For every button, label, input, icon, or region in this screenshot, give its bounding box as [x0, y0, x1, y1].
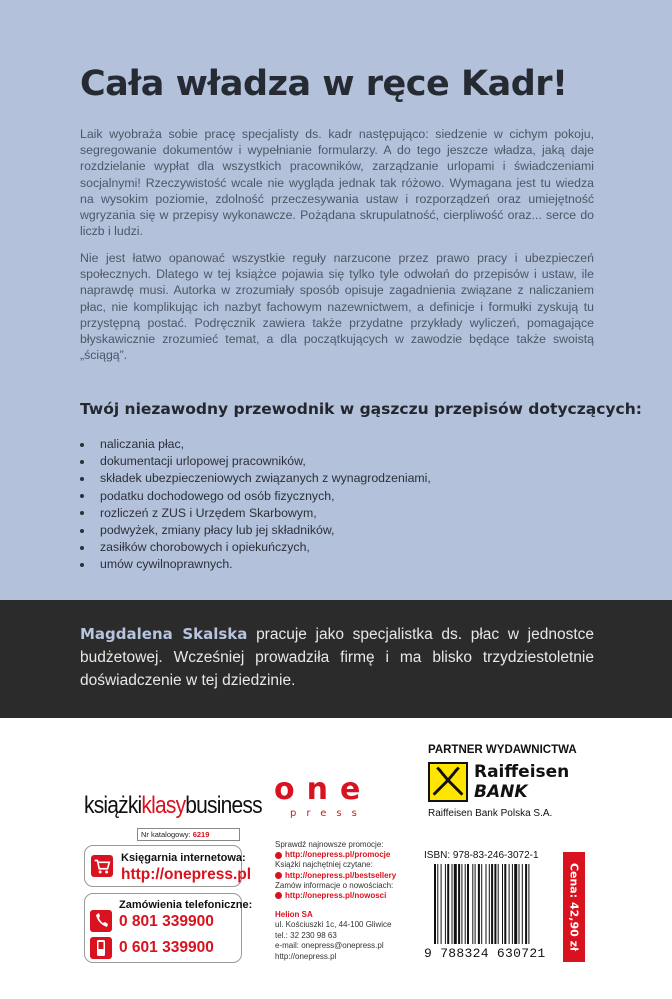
book-title: Cała władza w ręce Kadr! [80, 64, 568, 104]
one-press-logo: one [274, 772, 373, 807]
bank-full-name: Raiffeisen Bank Polska S.A. [428, 808, 553, 819]
guide-heading: Twój niezawodny przewodnik w gąszczu przepisów dotyczących: [80, 400, 642, 418]
promo-link[interactable]: http://onepress.pl/promocje [285, 850, 391, 860]
list-item: rozliczeń z ZUS i Urzędem Skarbowym, [80, 505, 431, 522]
bestseller-link[interactable]: http://onepress.pl/bestsellery [285, 870, 397, 880]
promo-links: Sprawdź najnowsze promocje: http://onepress.pl/promocje Książki najchętniej czytane: http://onepress.pl/bestsellery Zamów informacje o nowościach: http://onepress.pl/nowosci [275, 840, 397, 901]
arrow-icon [275, 852, 282, 859]
list-item: zasiłków chorobowych i opiekuńczych, [80, 539, 431, 556]
mobile-phone-icon [90, 937, 112, 959]
bullet-icon [80, 529, 84, 533]
list-item: dokumentacji urlopowej pracowników, [80, 453, 431, 470]
bullet-icon [80, 443, 84, 447]
topics-list [80, 436, 431, 574]
raiffeisen-logo-icon [428, 762, 468, 802]
publisher-contact: Helion SA ul. Kościuszki 1c, 44-100 Gliwice tel.: 32 230 98 63 e-mail: onepress@onepress.pl http://onepress.pl [275, 910, 392, 961]
bullet-icon [80, 511, 84, 515]
bullet-icon [80, 546, 84, 550]
press-wordmark: press [290, 808, 367, 819]
news-link[interactable]: http://onepress.pl/nowosci [285, 891, 387, 901]
bullet-icon [80, 563, 84, 567]
online-shop-box[interactable] [84, 845, 252, 887]
price-text: Cena: 42,90 zł [567, 862, 581, 952]
price-tag [563, 852, 585, 962]
list-item: umów cywilnoprawnych. [80, 556, 431, 573]
bank-word: BANK [474, 782, 528, 802]
shop-url[interactable]: http://onepress.pl [121, 866, 252, 883]
bank-name: Raiffeisen [474, 762, 570, 782]
arrow-icon [275, 892, 282, 899]
list-item: naliczania płac, [80, 436, 431, 453]
phone-number-2[interactable]: 0 601 339900 [119, 939, 214, 956]
phone-number-1[interactable]: 0 801 339900 [119, 913, 214, 930]
list-item: podwyżek, zmiany płacy lub jej składników, [80, 522, 431, 539]
list-item: składek ubezpieczeniowych związanych z wynagrodzeniami, [80, 470, 431, 487]
barcode [434, 864, 558, 944]
isbn-digits: 9 788324 630721 [424, 946, 546, 961]
bullet-icon [80, 477, 84, 481]
phone-orders-box [84, 893, 253, 963]
series-logo: książkiklasybusiness [84, 792, 262, 819]
phone-icon [90, 910, 112, 932]
blurb-paragraph-1: Laik wyobraża sobie pracę specjalisty ds. kadr następująco: siedzenie w cichym pokoju, segregowanie dokumentów i wypełnianie formularzy. A do tego jeszcze władza, jaką daje rozdzielanie wypłat dla wszystkich pracowników, zarządzanie urlopami i świadczeniami socjalnymi! Rzeczywistość wcale nie wygląda jednak tak różowo. Wymagana jest tu wiedza na wysokim poziomie, zdolność przeczesywania ustaw i rozporządzeń oraz umiejętność wgryzania się w przepisy wykonawcze. Pożądana skrupulatność, cierpliwość oraz... serce do liczb i ludzi. [80, 127, 594, 239]
blurb-paragraph-2: Nie jest łatwo opanować wszystkie reguły narzucone przez prawo pracy i ubezpieczeń społecznych. Dlatego w tej książce pojawia się tylko tyle odwołań do przepisów i ustaw, ile naprawdę musi. Autorka w zrozumiały sposób opisuje zagadnienia związane z naliczaniem płac, nie komplikując ich nazbyt fachowym nazewnictwem, a definicje i formułki zyskują tu przystępną postać. Podręcznik zawiera także przydatne przykłady wyliczeń, pomagające błyskawicznie zrozumieć temat, a dla początkujących w zawodzie będące także swoistą „ściągą”. [80, 251, 594, 363]
partner-heading: PARTNER WYDAWNICTWA [428, 744, 577, 756]
bullet-icon [80, 494, 84, 498]
author-name: Magdalena Skalska [80, 625, 248, 643]
list-item: podatku dochodowego od osób fizycznych, [80, 488, 431, 505]
shopping-cart-icon [91, 855, 113, 877]
author-bio [80, 623, 594, 692]
isbn-label: ISBN: 978-83-246-3072-1 [424, 850, 539, 861]
phones-label: Zamówienia telefoniczne: [119, 899, 253, 911]
author-bio-text: pracuje jako specjalistka ds. płac w jednostce budżetowej. Wcześniej prowadziła firmę i ma blisko trzydziestoletnie doświadczenie w tej dziedzinie. [80, 626, 594, 689]
bullet-icon [80, 460, 84, 464]
arrow-icon [275, 872, 282, 879]
catalog-number: Nr katalogowy: 6219 [137, 828, 240, 841]
shop-label: Księgarnia internetowa: [121, 852, 246, 864]
